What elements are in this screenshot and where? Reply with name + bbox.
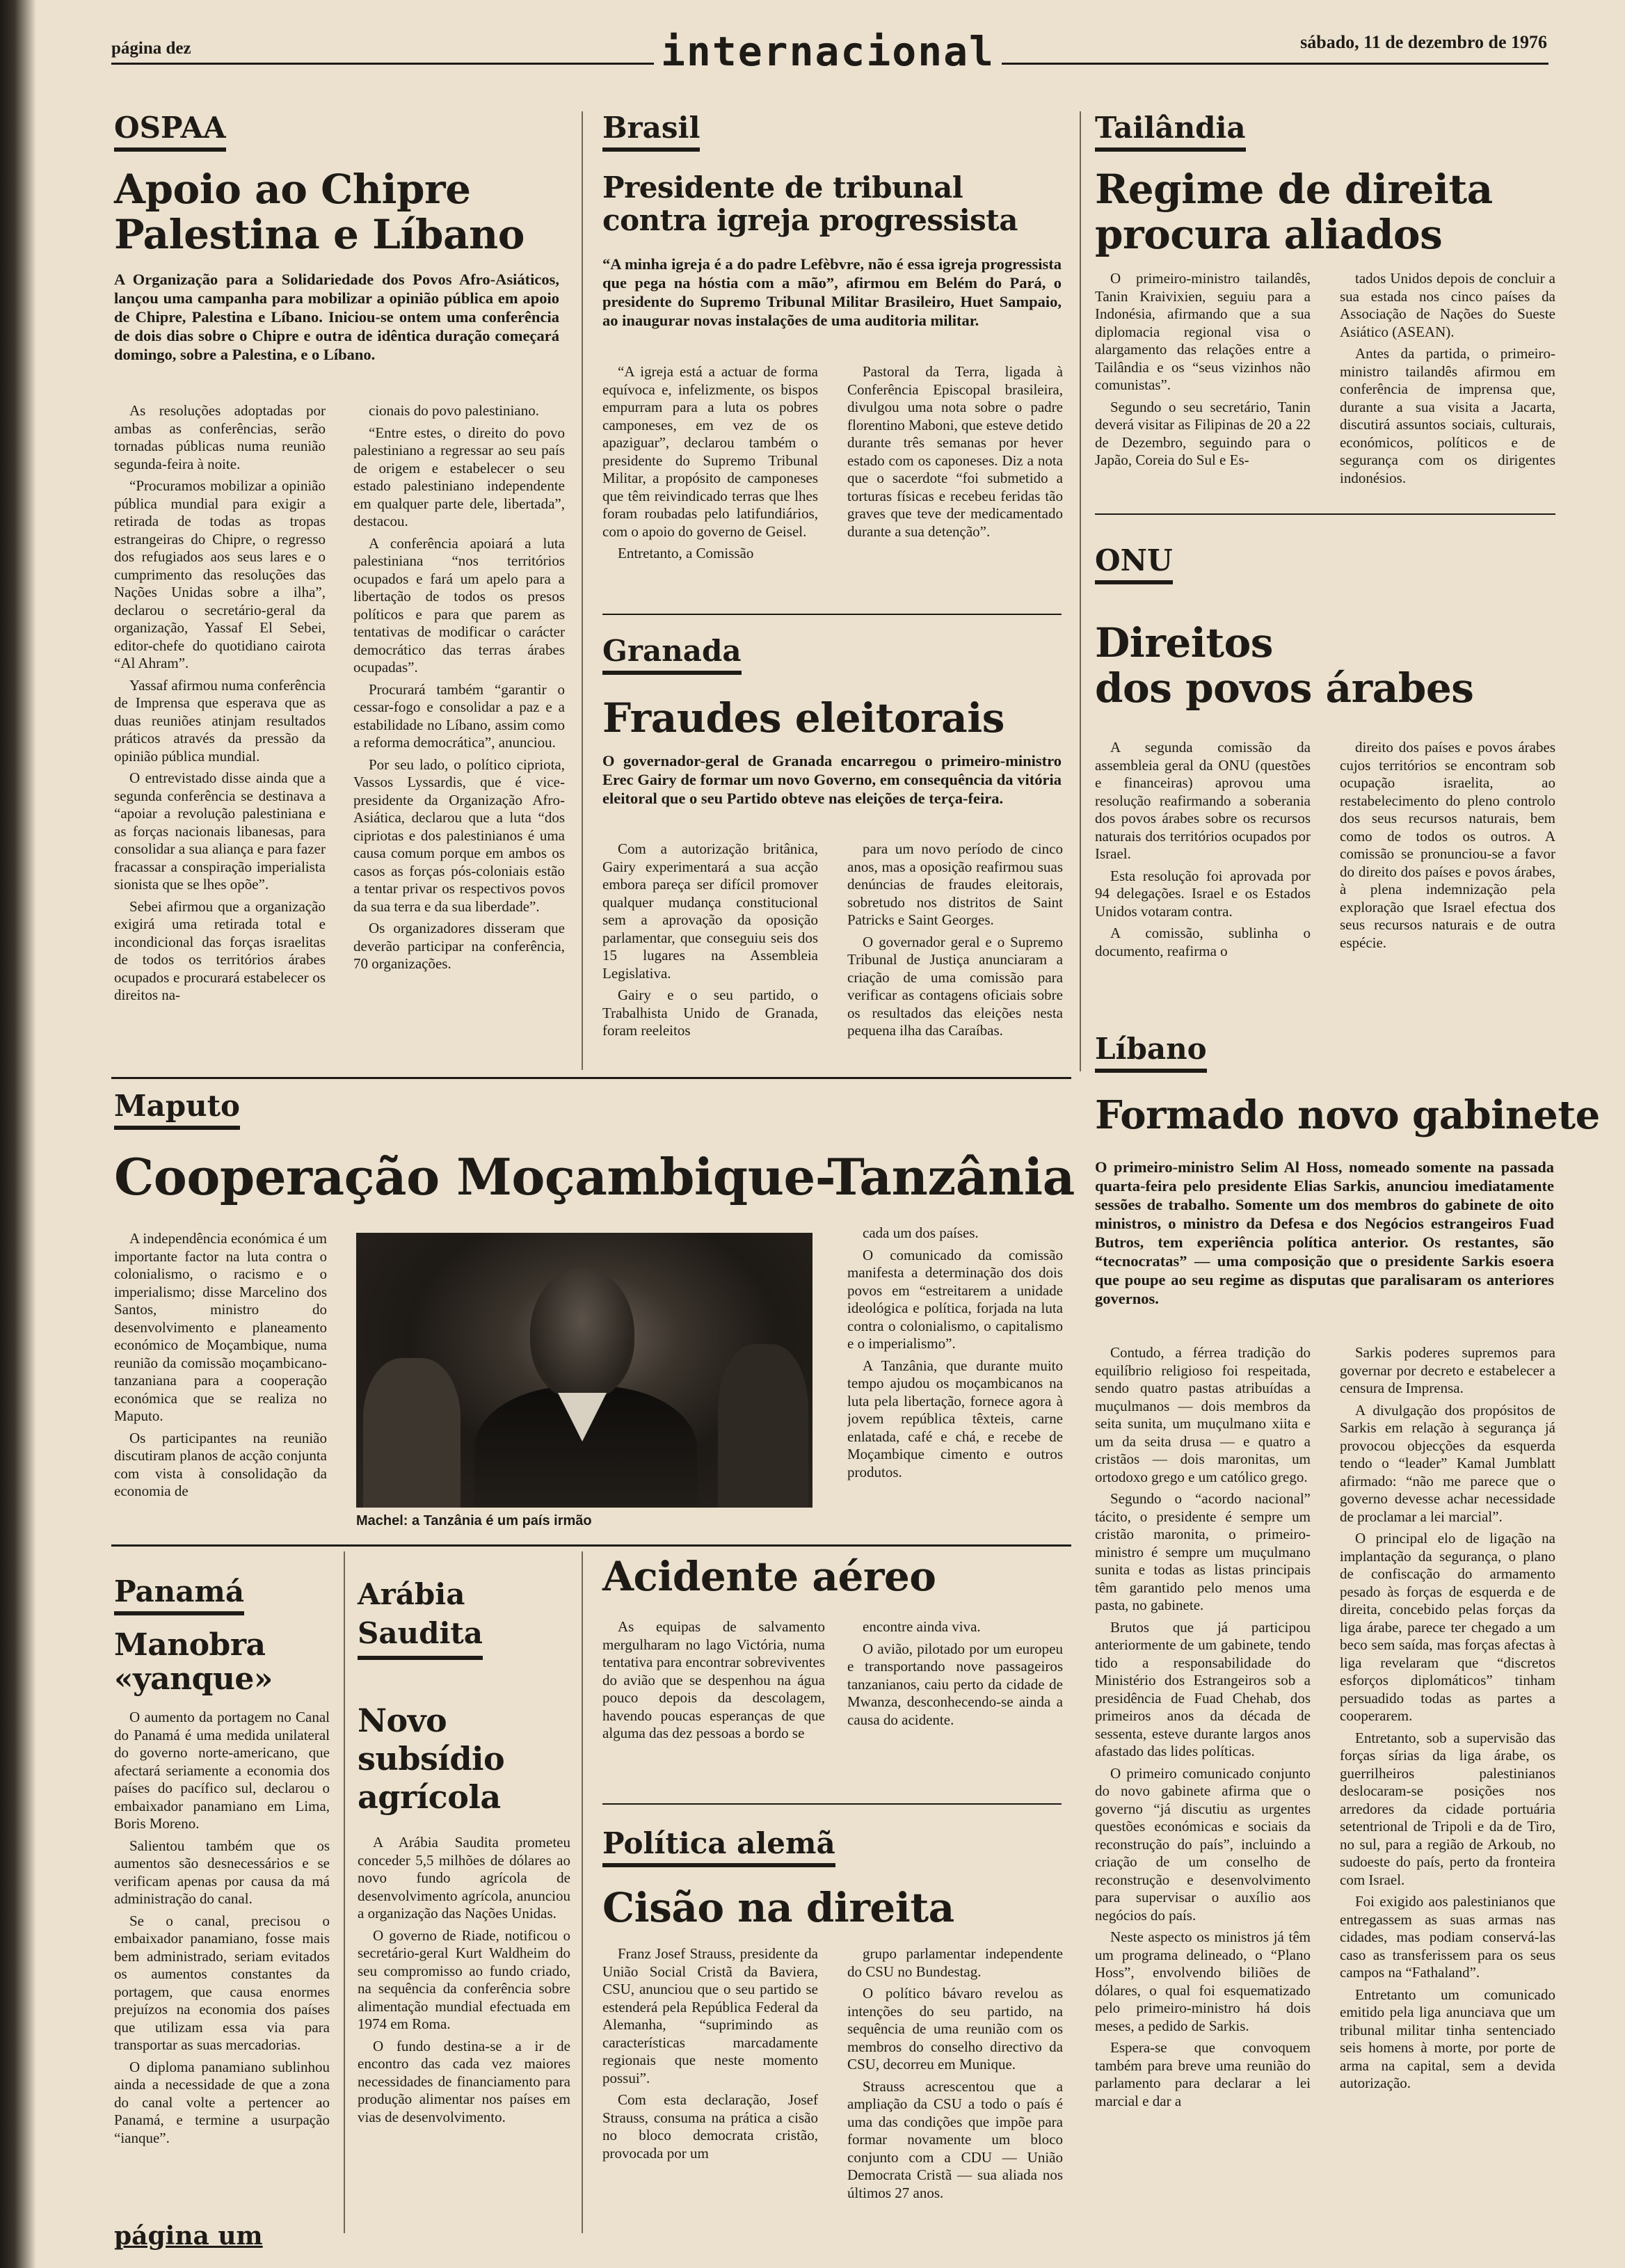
column-divider [582, 111, 583, 1070]
kicker-panama: Panamá [114, 1575, 244, 1615]
kicker-ospaa: OSPAA [114, 111, 226, 152]
section-title: internacional [654, 28, 1002, 75]
headline-panama: Manobra «yanque» [114, 1627, 273, 1698]
column-libano-2: Sarkis poderes supremos para governar por decreto e estabelecer a censura de Imprensa. A divulgação dos propósitos de Sarkis em relação à segurança já provocou objecções da esquerda tendo o “leader” Kamal Jumblatt afirmado: “não me parece que o governo devesse achar necessidade de proclamar a lei marcial”. O principal elo de ligação na implantação da segurança, o plano de confiscação do armamento pesado às forças de esquerda e de direita, concebido pelas forças da liga árabe, parece ter chegado a um beco sem saída, mas forças afectas à liga revelaram que “discretos esforços diplomáticos” tinham persuadido todas as partes a cooperarem. Entretanto, sob a supervisão das forças sírias da liga árabe, os guerrilheiros palestinianos deslocaram-se posições nos arredores da cidade portuária setentrional de Tripoli e da de Tiro, no sul, para a região de Arkoub, no sudoeste do país, perto da fronteira com Israel. Foi exigido aos palestinianos que entregassem as suas armas nas cidades, mas podiam conservá-las caso as transferissem para os seus campos na “Fathaland”. Entretanto um comunicado emitido pela liga anunciava que um tribunal militar tinha sentenciado seis homens à morte, por porte de arma na capital, sem a devida autorização. [1340, 1344, 1555, 2091]
column-brasil-2: Pastoral da Terra, ligada à Conferência Episcopal brasileira, divulgou uma nota sobre o padre florentino Maboni, que esteve detido durante três semanas por hever estado com os caponeses. Diz a nota que o sacerdote “foi submetido a torturas físicas e recebeu feridas tão graves que teve der medicamentado durante a sua detenção”. [847, 363, 1063, 540]
kicker-arabia: Arábia Saudita [358, 1575, 483, 1660]
column-onu-1: A segunda comissão da assembleia geral da ONU (questões e financeiras) aprovou uma resolução reafirmando a soberania dos povos árabes sobre os recursos naturais dos territórios ocupados por Israel. Esta resolução foi aprovada por 94 delegações. Israel e os Estados Unidos votaram contra. A comissão, sublinha o documento, reafirma o [1095, 739, 1311, 959]
headline-acidente: Acidente aéreo [602, 1553, 936, 1600]
column-divider [344, 1551, 345, 2233]
divider-acidente [602, 1803, 1062, 1805]
column-maputo-2: cada um dos países. O comunicado da comissão manifesta a determinação dos dois povos em “estreitarem a unidade ideológica e política, forjada na luta contra o colonialismo, o capitalismo e o imperialismo”. A Tanzânia, que durante muito tempo ajudou os moçambicanos na luta pela libertação, fornece agora à jovem república têxteis, carne enlatada, café e chá, e recebe de Moçambique cimento e outros produtos. [847, 1224, 1063, 1480]
headline-ospaa: Apoio ao Chipre Palestina e Líbano [114, 166, 525, 258]
column-maputo-1: A independência económica é um importante factor na luta contra o colonialismo, o racismo e o imperialismo; disse Marcelino dos Santos, ministro do desenvolvimento e planeamento económico de Moçambique, numa reunião da comissão moçambicano-tanzaniana para a cooperação económica que se realiza no Maputo. Os participantes na reunião discutiram planos de acção conjunta com vista à consolidação da economia de [114, 1230, 327, 1499]
lead-granada: O governador-geral de Granada encarregou o primeiro-ministro Erec Gairy de formar um novo Governo, em consequência da vitória eleitoral que o seu Partido obteve nas eleições de terça-feira. [602, 752, 1062, 807]
column-onu-2: direito dos países e povos árabes cujos territórios se encontram sob ocupação israelita, ao restabelecimento do pleno controlo dos seus recursos naturais, bem como de todos os outros. A comissão se pronunciou-se a favor do direito dos países e povos árabes, à plena indemnização pela exploração que Israel efectua dos seus recursos naturais e de outra espécie. [1340, 739, 1555, 951]
column-tailandia-2: tados Unidos depois de concluir a sua estada nos cinco países da Associação de Nações do Sueste Asiático (ASEAN). Antes da partida, o primeiro-ministro tailandês afirmou em conferência de imprensa que, durante a sua visita a Jacarta, discutirá assuntos sociais, culturais, económicos, políticos e de segurança com os dirigentes indonésios. [1340, 270, 1555, 486]
headline-arabia: Novo subsídio agrícola [358, 1702, 505, 1816]
column-libano-1: Contudo, a férrea tradição do equilíbrio religioso foi respeitada, sendo quatro pastas atribuídas a muçulmanos — dois membros da seita sunita, um muçulmano xiita e um da seita drusa — e quatro a cristãos — dois maronitas, um ortodoxo grego e um católico grego. Segundo o “acordo nacional” tácito, o presidente é sempre um cristão maronita, o primeiro-ministro é sempre um muçulmano sunita e todas as listas principais têm garantido pelo menos uma pasta, no gabinete. Brutos que já participou anteriormente de um gabinete, tendo tido a responsabilidade do Ministério dos Estrangeiros sob a presidência de Fuad Chehab, dos primeiros anos da década de sessenta, esteve durante largos anos afastado das lides políticas. O primeiro comunicado conjunto do novo gabinete afirma que o governo “já discutiu as urgentes questões económicas e sociais da reconstrução do país”, incluindo a criação de um conselho de reconstrução e desenvolvimento para supervisar o auxílio aos negócios do país. Neste aspecto os ministros já têm um programa delineado, o “Plano Hoss”, envolvendo biliões de dólares, o qual foi esquematizado pelo primeiro-ministro há dois meses, a pedido de Sarkis. Espera-se que convoquem também para breve uma reunião do parlamento para declarar a lei marcial e dar a [1095, 1344, 1311, 2109]
divider-tailandia [1095, 513, 1555, 515]
lead-brasil: “A minha igreja é a do padre Lefèbvre, não é essa igreja progressista que pega na hóstia com a mão”, afirmou em Belém do Pará, o presidente do Supremo Tribunal Militar Brasileiro, Huet Sampaio, ao inaugurar novas instalações de uma auditoria militar. [602, 255, 1062, 329]
headline-alema: Cisão na direita [602, 1884, 954, 1931]
column-alema-1: Franz Josef Strauss, presidente da União Social Cristã da Baviera, CSU, anunciou que o seu partido se estenderá pela República Federal da Alemanha, “suprimindo as características marcadamente regionais que neste momento possui”. Com esta declaração, Josef Strauss, consuma na prática a cisão no bloco democrata cristão, provocada por um [602, 1945, 818, 2162]
kicker-maputo: Maputo [114, 1089, 240, 1130]
kicker-onu: ONU [1095, 544, 1173, 584]
headline-maputo: Cooperação Moçambique-Tanzânia [114, 1147, 1075, 1206]
headline-onu: Direitos dos povos árabes [1095, 619, 1474, 712]
column-acidente-2: encontre ainda viva. O avião, pilotado por um europeu e transportando nove passageiros tanzanianos, caiu perto da cidade de Mwanza, desconhecendo-se ainda a causa do acidente. [847, 1618, 1063, 1728]
headline-brasil: Presidente de tribunal contra igreja progressista [602, 170, 1018, 238]
page-label: página dez [111, 39, 191, 58]
machel-photo [356, 1233, 812, 1508]
column-granada-1: Com a autorização britânica, Gairy experimentará a sua acção embora pareça ser difícil promover qualquer mudança constitucional sem a aprovação da oposição parlamentar, que conseguiu seis dos 15 lugares na Assembleia Legislativa. Gairy e o seu partido, o Trabalhista Unido de Granada, foram reeleitos [602, 840, 818, 1039]
footer-page-label: página um [114, 2221, 263, 2251]
column-divider [582, 1551, 583, 2233]
divider-maputo-top [111, 1077, 1071, 1079]
divider-brasil [602, 614, 1062, 615]
column-ospaa-2: cionais do povo palestiniano. “Entre estes, o direito do povo palestiniano a regressar ao seu país de origem e estabelecer o seu estado palestiniano independente em qualquer parte dele, libertada”, destacou. A conferência apoiará a luta palestiniana “nos territórios ocupados e fará um apelo para a libertação de todos os presos políticos e para que parem as tentativas de modificar o carácter democrático das terras árabes ocupadas”. Procurará também “garantir o cessar-fogo e consolidar a paz e a estabilidade no Líbano, assim como a reforma democrática”, anunciou. Por seu lado, o político cipriota, Vassos Lyssardis, que é vice-presidente da Organização Afro-Asiática, declarou que a luta “dos cipriotas e dos palestinianos é uma causa comum porque em ambos os casos as forças pós-coloniais estão a tentar privar os respectivos povos da sua terra e da sua liberdade”. Os organizadores disseram que deverão participar na conferência, 70 organizações. [353, 402, 565, 972]
column-alema-2: grupo parlamentar independente do CSU no Bundestag. O político bávaro revelou as intenções do seu partido, na sequência de uma reunião com os membros do conselho directivo da CSU, decorreu em Munique. Strauss acrescentou que a ampliação da CSU a todo o país é uma das condições que impõe para formar novamente um bloco conjunto com a CDU — União Democrata Cristã — sua aliada nos últimos 27 anos. [847, 1945, 1063, 2201]
issue-date: sábado, 11 de dezembro de 1976 [1300, 32, 1547, 52]
column-acidente-1: As equipas de salvamento mergulharam no lago Victória, numa tentativa para encontrar sobreviventes do avião que se despenhou na água pouco depois da descolagem, havendo poucas esperanças de que alguma das dez pessoas a bordo se [602, 1618, 825, 1741]
divider-bottom-row [111, 1544, 1071, 1547]
column-ospaa-1: As resoluções adoptadas por ambas as conferências, serão tornadas públicas numa reunião segunda-feira à noite. “Procuramos mobilizar a opinião pública mundial para exigir a retirada de todas as tropas estrangeiras do Chipre, o regresso dos refugiados aos seus lares e o cumprimento das resoluções das Nações Unidas sobre a ilha”, declarou o secretário-geral da organização, Yassaf El Sebei, editor-chefe do quotidiano cairota “Al Ahram”. Yassaf afirmou numa conferência de Imprensa que esperava que as duas reuniões atinjam resultados práticos através da pressão da opinião pública mundial. O entrevistado disse ainda que a segunda conferência se destinava a “apoiar a revolução palestiniana e as forças nacionais libanesas, para consolidar a sua aliança e para fazer fracassar a conspiração imperialista sionista que se lhes opõe”. Sebei afirmou que a organização exigirá uma retirada total e incondicional das forças israelitas de todos os territórios árabes ocupados e procurará estabelecer os direitos na- [114, 402, 326, 1003]
kicker-alema: Política alemã [602, 1827, 835, 1867]
column-tailandia-1: O primeiro-ministro tailandês, Tanin Kraivixien, seguiu para a Indonésia, afirmando que a sua diplomacia regional visa o alargamento das relações entre a Tailândia e os “seus vizinhos não comunistas”. Segundo o seu secretário, Tanin deverá visitar as Filipinas de 20 a 22 de Dezembro, seguindo para o Japão, Coreia do Sul e Es- [1095, 270, 1311, 468]
headline-granada: Fraudes eleitorais [602, 694, 1004, 742]
kicker-libano: Líbano [1095, 1032, 1207, 1073]
headline-tailandia: Regime de direita procura aliados [1095, 166, 1493, 258]
kicker-tailandia: Tailândia [1095, 111, 1246, 152]
lead-ospaa: A Organização para a Solidariedade dos Povos Afro-Asiáticos, lançou uma campanha para mobilizar a opinião pública em apoio de Chipre, Palestina e Líbano. Iniciou-se ontem uma conferência de dois dias sobre o Chipre e outra de idêntica duração começará domingo, sobre a Palestina, e o Líbano. [114, 271, 559, 363]
column-panama-1: O aumento da portagem no Canal do Panamá é uma medida unilateral do governo norte-americano, que afectará seriamente a economia dos países do pacífico sul, declarou o embaixador panamiano em Lima, Boris Moreno. Salientou também que os aumentos são desnecessários e se verificam apenas por causa da má administração do canal. Se o canal, precisou o embaixador panamiano, fosse mais bem administrado, seriam evitados os aumentos constantes da portagem, que causa enormes prejuízos na economia dos países que utilizam essa via para transportar as suas mercadorias. O diploma panamiano sublinhou ainda a necessidade de que a zona do canal volte a pertencer ao Panamá, e termine a usurpação “ianque”. [114, 1709, 330, 2146]
headline-libano: Formado novo gabinete [1095, 1092, 1600, 1138]
column-divider [1080, 111, 1081, 1071]
page-edge-shadow [0, 0, 36, 2268]
column-arabia-1: A Arábia Saudita prometeu conceder 5,5 milhões de dólares ao novo fundo agrícola de desenvolvimento agrícola, anunciou a organização das Nações Unidas. O governo de Riade, notificou o secretário-geral Kurt Waldheim do seu compromisso ao fundo criado, na sequência da conferência sobre alimentação mundial efectuada em 1974 em Roma. O fundo destina-se a ir de encontro das cada vez maiores necessidades de financiamento para produção alimentar nos países em vias de desenvolvimento. [358, 1834, 570, 2125]
kicker-granada: Granada [602, 634, 742, 675]
lead-libano: O primeiro-ministro Selim Al Hoss, nomeado somente na passada quarta-feira pelo presidente Elias Sarkis, anunciou imediatamente sessões de trabalho. Somente um dos membros do gabinete de oito ministros, o ministro da Defesa e dos Negócios estrangeiros Fuad Butros, tem experiência política anterior. Os restantes, são “tecnocratas” — uma composição que o presidente Sarkis esoera que poupe ao seu regime as disputas que paralisaram os anteriores governos. [1095, 1158, 1554, 1307]
column-granada-2: para um novo período de cinco anos, mas a oposição reafirmou suas denúncias de fraudes eleitorais, sobretudo nos distritos de Saint Patricks e Saint Georges. O governador geral e o Supremo Tribunal de Justiça anunciaram a criação de uma comissão para verificar as contagens oficiais sobre os resultados das eleições nesta pequena ilha das Caraíbas. [847, 840, 1063, 1039]
column-brasil-1: “A igreja está a actuar de forma equívoca e, infelizmente, os bispos empurram para a luta os pobres camponeses, em vez de os apaziguar”, declarou também o presidente do Supremo Tribunal Militar, a propósito de camponeses que têm reivindicado terras que lhes foram roubadas pelo latifundiários, com o apoio do governo de Geisel. Entretanto, a Comissão [602, 363, 818, 561]
photo-caption: Machel: a Tanzânia é um país irmão [356, 1513, 592, 1528]
kicker-brasil: Brasil [602, 111, 700, 152]
